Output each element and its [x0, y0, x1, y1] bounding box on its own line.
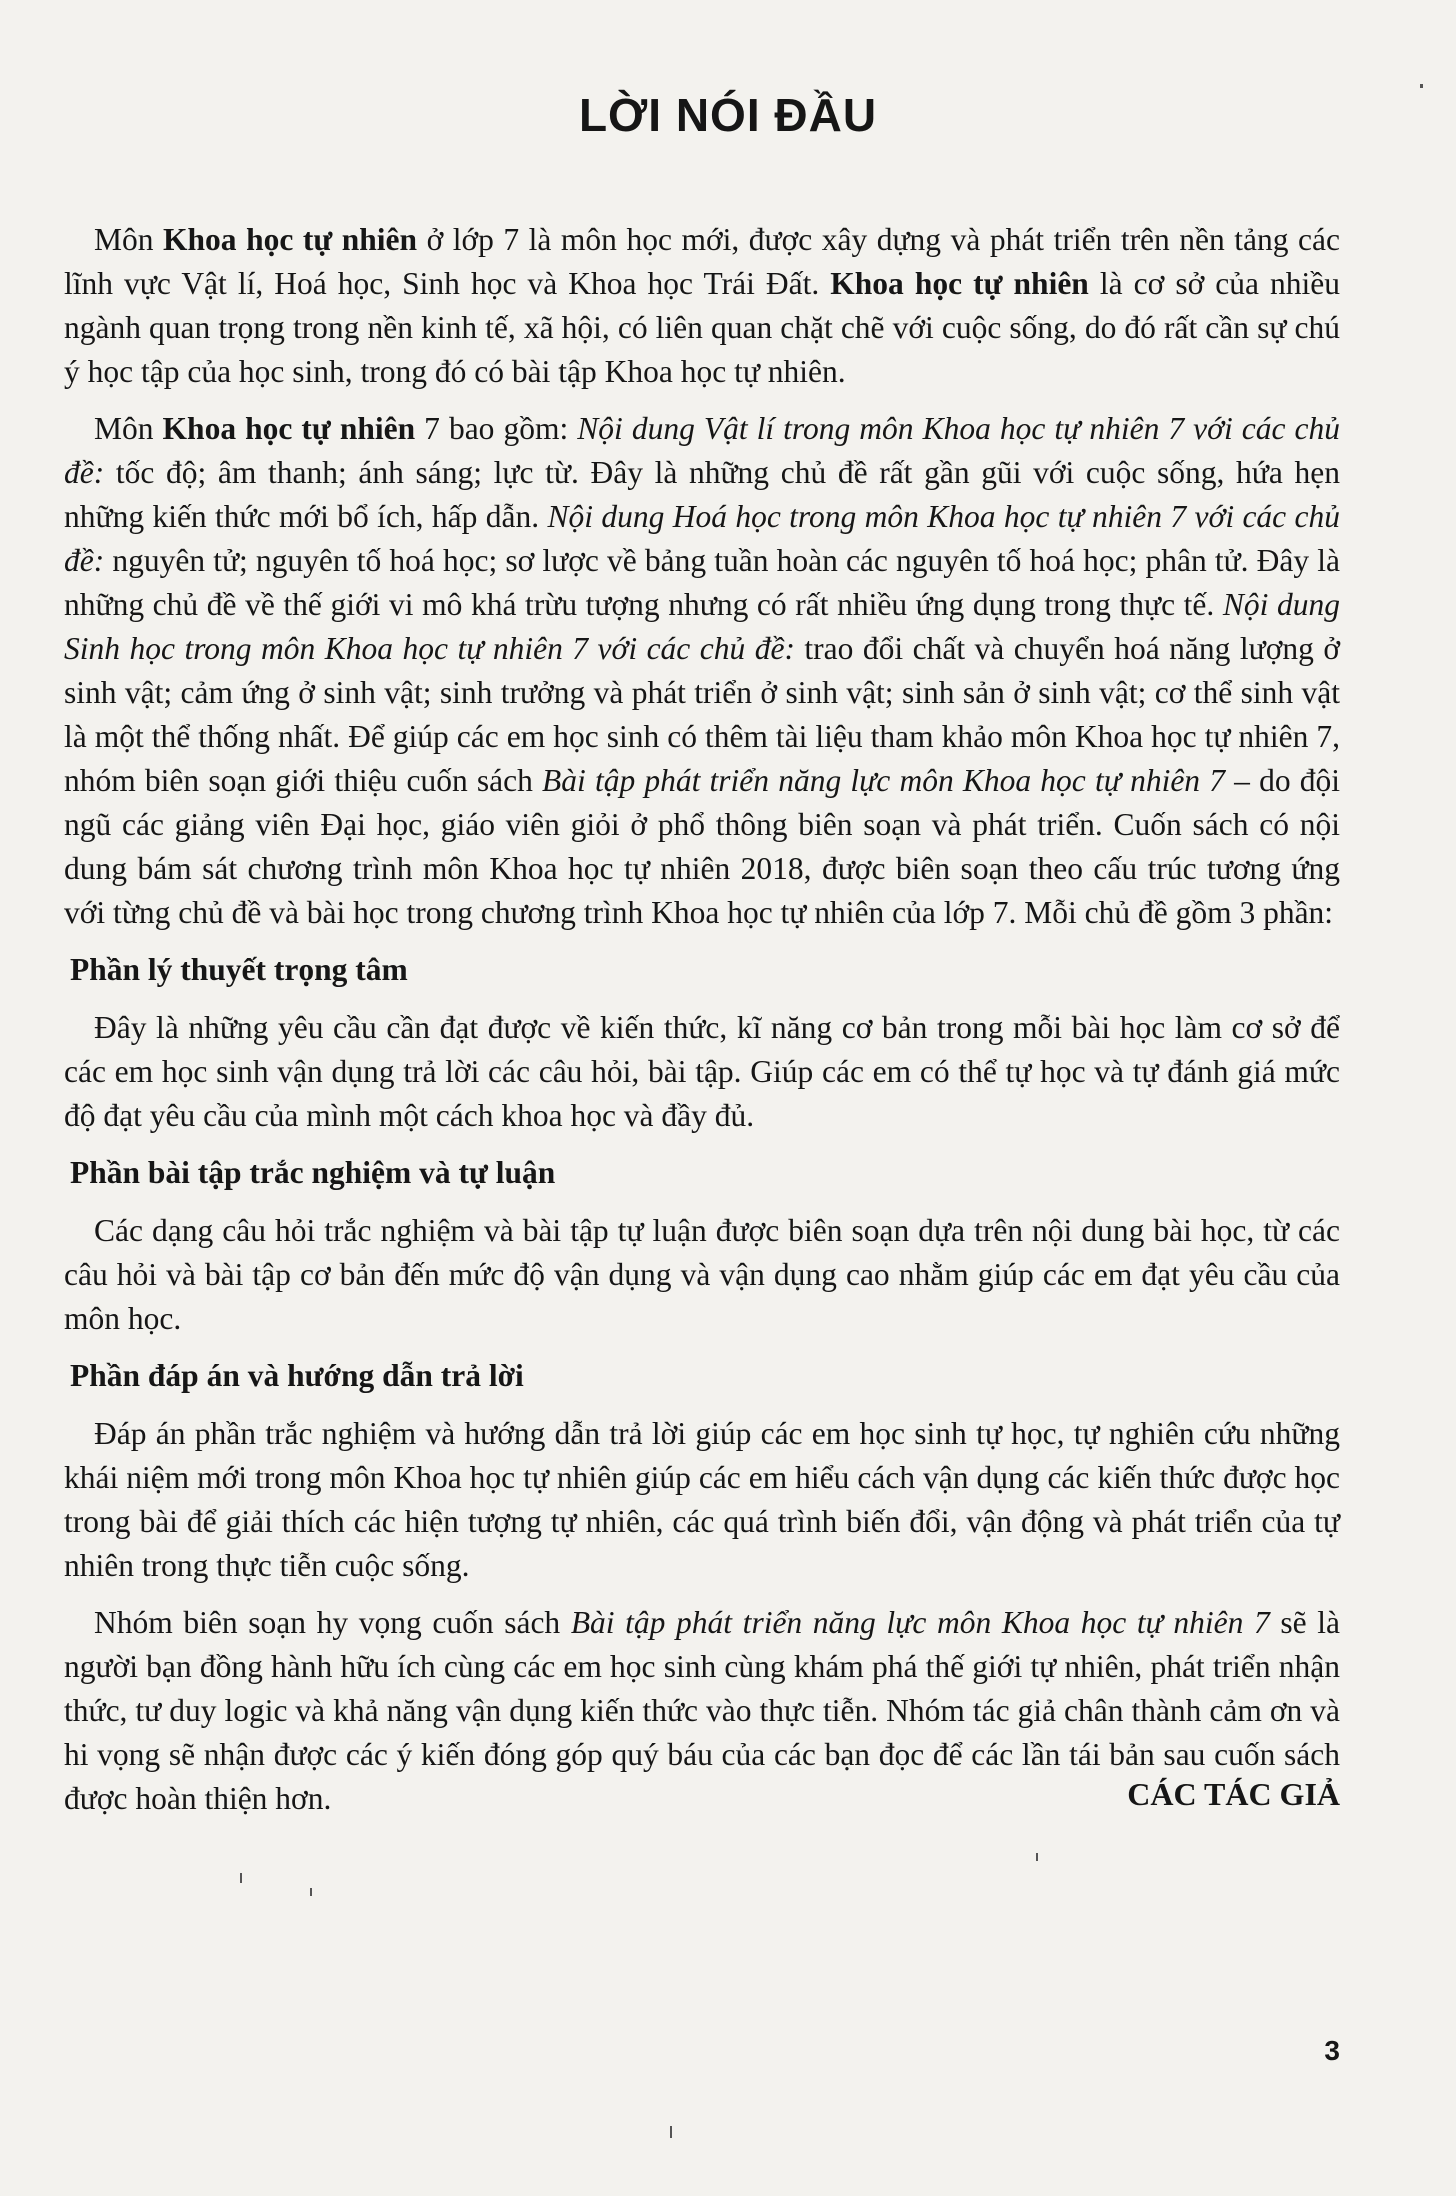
section-heading-theory: Phần lý thuyết trọng tâm [70, 952, 408, 987]
italic-run: Bài tập phát triển năng lực môn Khoa học tự nhiên 7 [570, 1605, 1270, 1640]
text-run: ở lớp 7 là môn học mới, được xây dựng và phát triển trên nền tảng các lĩnh vực Vật lí, Hoá học, Sinh học và Khoa học Trái Đất. [64, 222, 1341, 301]
text-run: 7 bao gồm: [415, 411, 578, 446]
page-number: 3 [1324, 2035, 1340, 2066]
intro-paragraph-2 [64, 407, 1340, 935]
scan-speck [670, 2126, 672, 2138]
page-body [64, 218, 1340, 1834]
bold-run: Khoa học tự nhiên [163, 222, 418, 257]
bold-run: Khoa học tự nhiên [830, 266, 1089, 301]
intro-paragraph-1 [64, 218, 1340, 394]
section-text-theory: Đây là những yêu cầu cần đạt được về kiến thức, kĩ năng cơ bản trong mỗi bài học làm cơ sở để các em học sinh vận dụng trả lời các câu hỏi, bài tập. Giúp các em có thể tự học và tự đánh giá mức độ đạt yêu cầu của mình một cách khoa học và đầy đủ. [64, 1010, 1340, 1133]
text-run: tốc độ; âm thanh; ánh sáng; lực từ. Đây là những chủ đề rất gần gũi với cuộc sống, hứa hẹn những kiến thức mới bổ ích, hấp dẫn. [64, 455, 1340, 534]
text-run: trao đổi chất và chuyển hoá năng lượng ở sinh vật; cảm ứng ở sinh vật; sinh trưởng và phát triển ở sinh vật; sinh sản ở sinh vật; cơ thể sinh vật là một thể thống nhất. Để giúp các em học sinh có thêm tài liệu tham khảo môn Khoa học tự nhiên 7, nhóm biên soạn giới thiệu cuốn sách [64, 631, 1340, 798]
scan-speck [310, 1888, 312, 1896]
italic-run: Nội dung Vật lí trong môn Khoa học tự nhiên 7 với các chủ đề: [64, 411, 1340, 490]
italic-run: Nội dung Sinh học trong môn Khoa học tự nhiên 7 với các chủ đề: [64, 587, 1341, 666]
italic-run: Bài tập phát triển năng lực môn Khoa học tự nhiên 7 [542, 763, 1225, 798]
text-run: là cơ sở của nhiều ngành quan trọng trong nền kinh tế, xã hội, có liên quan chặt chẽ với cuộc sống, do đó rất cần sự chú ý học tập của học sinh, trong đó có bài tập Khoa học tự nhiên. [64, 266, 1341, 389]
scan-speck [1420, 84, 1423, 88]
section-text-answers: Đáp án phần trắc nghiệm và hướng dẫn trả lời giúp các em học sinh tự học, tự nghiên cứu những khái niệm mới trong môn Khoa học tự nhiên giúp các em hiểu cách vận dụng các kiến thức được học trong bài để giải thích các hiện tượng tự nhiên, các quá trình biến đổi, vận động và phát triển của tự nhiên trong thực tiễn cuộc sống. [64, 1416, 1340, 1583]
text-run: Môn [94, 411, 163, 446]
section-text-exercises: Các dạng câu hỏi trắc nghiệm và bài tập tự luận được biên soạn dựa trên nội dung bài học, từ các câu hỏi và bài tập cơ bản đến mức độ vận dụng và vận dụng cao nhằm giúp các em đạt yêu cầu của môn học. [64, 1213, 1340, 1336]
text-run: Nhóm biên soạn hy vọng cuốn sách [94, 1605, 571, 1640]
text-run: nguyên tử; nguyên tố hoá học; sơ lược về bảng tuần hoàn các nguyên tố hoá học; phân tử. Đây là những chủ đề về thế giới vi mô khá trừu tượng nhưng có rất nhiều ứng dụng trong thực tế. [64, 543, 1340, 622]
scan-speck [1036, 1853, 1038, 1861]
text-run: Môn [94, 222, 164, 257]
section-heading-answers: Phần đáp án và hướng dẫn trả lời [70, 1358, 524, 1393]
text-run: sẽ là người bạn đồng hành hữu ích cùng các em học sinh cùng khám phá thế giới tự nhiên, phát triển nhận thức, tư duy logic và khả năng vận dụng kiến thức vào thực tiễn. Nhóm tác giả chân thành cảm ơn và hi vọng sẽ nhận được các ý kiến đóng góp quý báu của các bạn đọc để các lần tái bản sau cuốn sách được hoàn thiện hơn. [64, 1605, 1340, 1816]
italic-run: Nội dung Hoá học trong môn Khoa học tự nhiên 7 với các chủ đề: [64, 499, 1341, 578]
text-run: – do đội ngũ các giảng viên Đại học, giáo viên giỏi ở phổ thông biên soạn và phát triển. Cuốn sách có nội dung bám sát chương trình môn Khoa học tự nhiên 2018, được biên soạn theo cấu trúc tương ứng với từng chủ đề và bài học trong chương trình Khoa học tự nhiên của lớp 7. Mỗi chủ đề gồm 3 phần: [64, 763, 1340, 930]
section-heading-exercises: Phần bài tập trắc nghiệm và tự luận [70, 1155, 556, 1190]
page-title: LỜI NÓI ĐẦU [578, 89, 878, 141]
bold-run: Khoa học tự nhiên [162, 411, 416, 446]
authors-signature: CÁC TÁC GIẢ [1127, 1776, 1340, 1812]
scan-speck [240, 1873, 242, 1883]
